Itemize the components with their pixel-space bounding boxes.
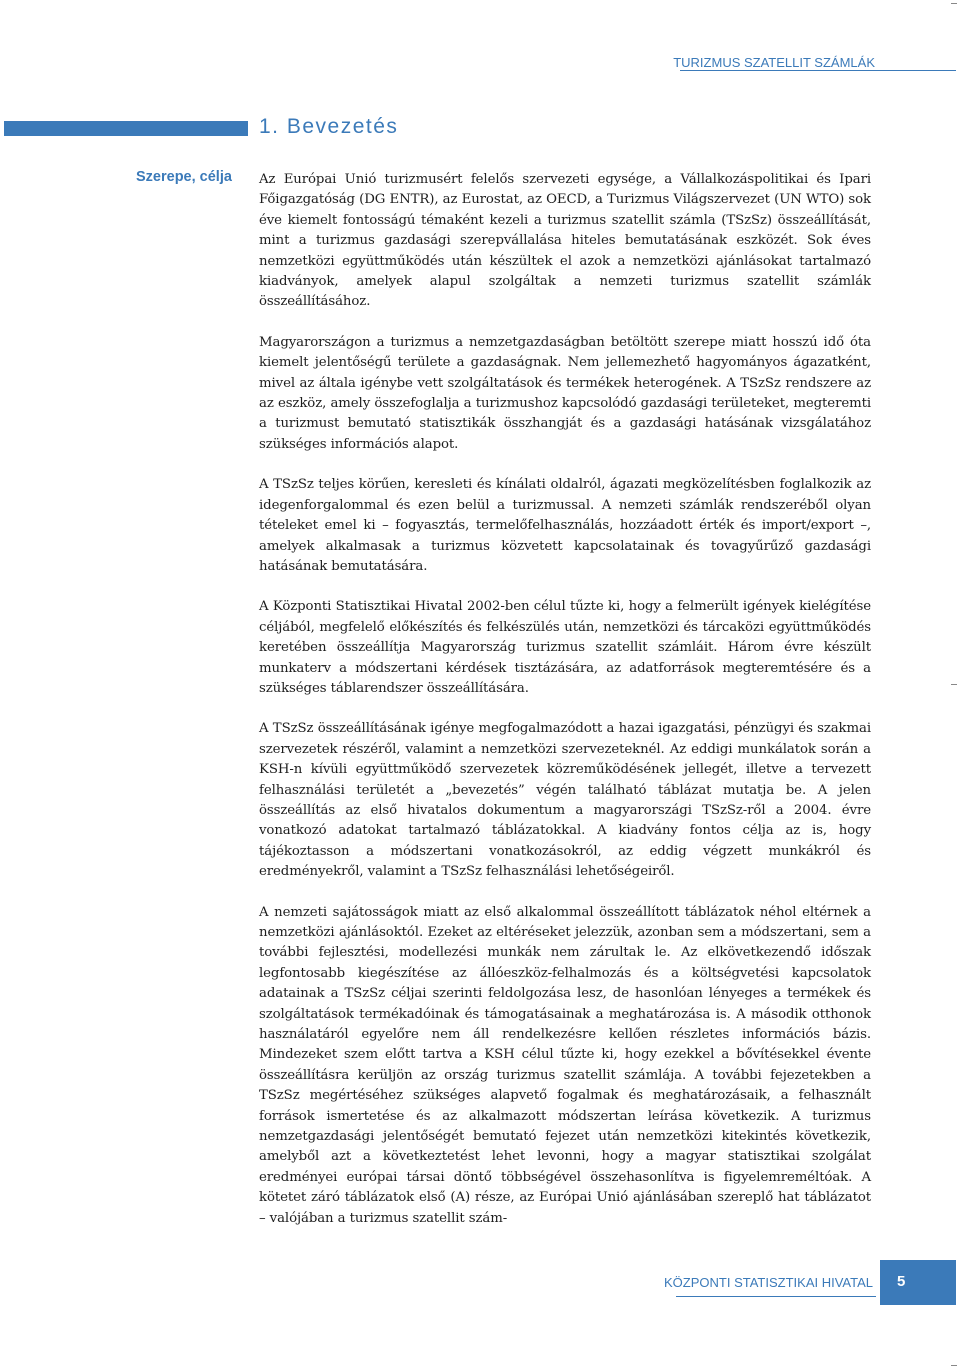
section-side-label: Szerepe, célja [136, 169, 232, 185]
footer-divider [676, 1296, 876, 1297]
header-divider [680, 70, 956, 71]
crop-mark [951, 684, 957, 685]
crop-mark [951, 1365, 957, 1366]
paragraph: A TSzSz összeállításának igénye megfogalmazódott a hazai igazgatási, pénzügyi és szakmai szervezetek részéről, valamint a nemzetközi szervezeteknél. Az eddigi munkálatok során a KSH-n kívüli együttműködő szervezetek közreműködésének jellegét, illetve a tervezett felhasználási területét a „bevezetés” végén található táblázat mutatja be. A jelen összeállítás az első hivatalos dokumentum a magyarországi TSzSz-ről a 2004. évre vonatkozó adatokat tartalmazó táblázatokkal. A kiadvány fontos célja az is, hogy tájékoztasson a módszertani vonatkozásokról, az eddig végzett munkákról és eredményekről, valamint a TSzSz felhasználási lehetőségeiről. [259, 721, 871, 880]
chapter-heading: 1. Bevezetés [259, 115, 399, 138]
page-number-box [880, 1260, 956, 1305]
paragraph: A TSzSz teljes körűen, keresleti és kínálati oldalról, ágazati megközelítésben foglalkozik az idegenforgalommal és ezen belül a turizmussal. A nemzeti számlák rendszeréből olyan tételeket emel ki – fogyasztás, termelőfelhasználás, hozzáadott érték és import/export –, amelyek alkalmasak a turizmus közvetett kapcsolatainak és tovagyűrűző gazdasági hatásának bemutatására. [259, 477, 871, 574]
page-number: 5 [897, 1273, 906, 1290]
paragraph: Az Európai Unió turizmusért felelős szervezeti egysége, a Vállalkozáspolitikai és Ipari Főigazgatóság (DG ENTR), az Eurostat, az OECD, a Turizmus Világszervezet (UN WTO) sok éve kiemelt fontosságú témaként kezeli a turizmus szatellit számla (TSzSz) összeállítását, mint a turizmus gazdasági szerepvállalása hiteles bemutatásának eszközét. Sok éves nemzetközi együttműködés után készültek el azok a nemzetközi ajánlásokat tartalmazó kiadványok, amelyek alapul szolgáltak a nemzeti turizmus szatellit számlák összeállításához. [259, 172, 871, 310]
paragraph: A nemzeti sajátosságok miatt az első alkalommal összeállított táblázatok néhol eltérnek a nemzetközi ajánlásoktól. Ezeket az eltéréseket jelezzük, azonban sem a módszertani, sem a további fejlesztési, modellezési munkák nem zárultak le. Az elkövetkezendő időszak legfontosabb kiegészítése az állóeszköz-felhalmozás és a költségvetési kapcsolatok adatainak a TSzSz céljai szerinti feldolgozása lesz, de hasonlóan lényeges a termékek és szolgáltatások termékadóinak és támogatásainak a meghatározása is. A második otthonok használatáról egyelőre nem áll rendelkezésre kellően részletes információs bázis. Mindezeket szem előtt tartva a KSH célul tűzte ki, hogy ezekkel a bővítésekkel évente összeállításra kerüljön az ország turizmus szatellit számlája. A további fejezetekben a TSzSz megértéséhez szükséges alapvető fogalmak és meghatározásaik, a felhasznált források ismertetése és az alkalmazott módszertan leírása következik. A turizmus nemzetgazdasági jelentőségét bemutató fejezet után nemzetközi kitekintés következik, amelyből azt a következtetést lehet levonni, hogy a magyar statisztikai szolgálat eredményei európai társai döntő többségével összehasonlítva is figyelemreméltóak. A kötetet záró táblázatok első (A) része, az Európai Unió ajánlásában szereplő hat táblázatot – valójában a turizmus szatellit szám- [259, 904, 871, 1226]
crop-mark [951, 3, 957, 4]
body-text [259, 170, 871, 1249]
running-header: TURIZMUS SZATELLIT SZÁMLÁK [673, 55, 875, 70]
paragraph: A Központi Statisztikai Hivatal 2002-ben célul tűzte ki, hogy a felmerült igények kielégítése céljából, megfelelő előkészítés és felkészülés után, nemzetközi és tárcaközi együttműködés keretében összeállítja Magyarország turizmus szatellit számláit. Három évre készült munkaterv a módszertani kérdések tisztázására, az adatforrások megteremtésére és a szükséges táblarendszer összeállítására. [259, 599, 871, 696]
chapter-accent-bar [4, 121, 248, 136]
footer-publisher: KÖZPONTI STATISZTIKAI HIVATAL [664, 1275, 873, 1290]
paragraph: Magyarországon a turizmus a nemzetgazdaságban betöltött szerepe miatt hosszú idő óta kiemelt jelentőségű területe a gazdaságnak. Nem jellemezhető hagyományos ágazatként, mivel az általa igénybe vett szolgáltatások és termékek heterogének. A TSzSz rendszere az az eszköz, amely összefoglalja a turizmushoz kapcsolódó gazdasági területeket, megteremti a turizmust bemutató statisztikák összhangját és a gazdasági hatásának vizsgálatához szükséges információs alapot. [259, 334, 871, 452]
